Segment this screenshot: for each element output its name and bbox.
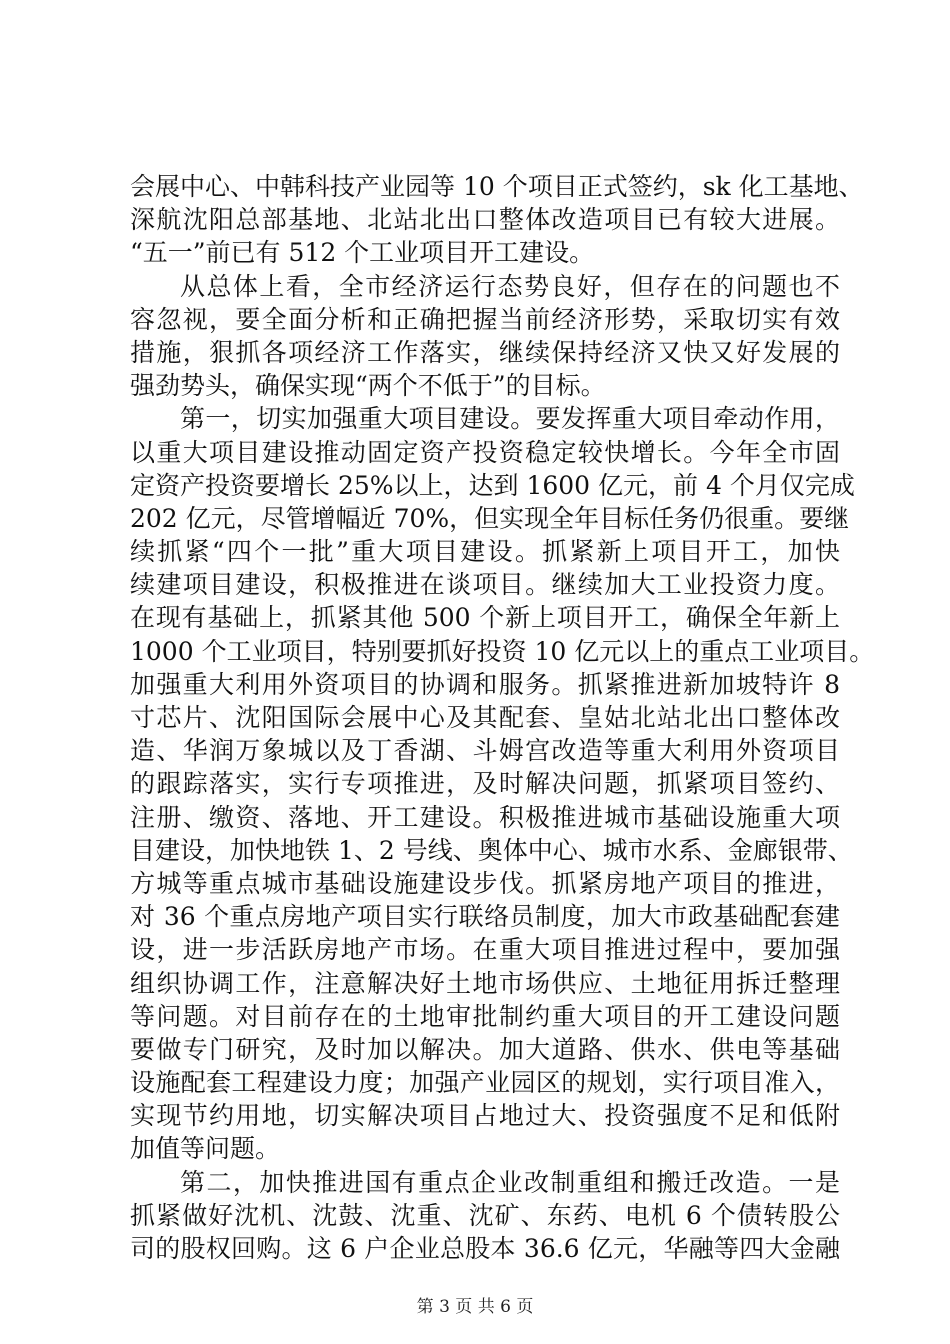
- text-line: 设，进一步活跃房地产市场。在重大项目推进过程中，要加强: [130, 935, 840, 965]
- text-line: 要做专门研究，及时加以解决。加大道路、供水、供电等基础: [130, 1034, 840, 1064]
- text-line: 措施，狠抓各项经济工作落实，继续保持经济又快又好发展的: [130, 337, 840, 367]
- text-line: 以重大项目建设推动固定资产投资稳定较快增长。今年全市固: [130, 437, 840, 467]
- text-line: 续建项目建设，积极推进在谈项目。继续加大工业投资力度。: [130, 570, 840, 600]
- text-line: 抓紧做好沈机、沈鼓、沈重、沈矿、东药、电机 6 个债转股公: [130, 1200, 840, 1230]
- text-line: 司的股权回购。这 6 户企业总股本 36.6 亿元，华融等四大金融: [130, 1234, 840, 1263]
- text-line: 深航沈阳总部基地、北站北出口整体改造项目已有较大进展。: [130, 205, 840, 235]
- text-line: 方城等重点城市基础设施建设步伐。抓紧房地产项目的推进，: [130, 868, 840, 898]
- text-line: 1000 个工业项目，特别要抓好投资 10 亿元以上的重点工业项目。: [130, 636, 875, 666]
- document-body: [130, 170, 875, 1265]
- text-line: 会展中心、中韩科技产业园等 10 个项目正式签约，sk 化工基地、: [130, 172, 864, 201]
- text-line: 从总体上看，全市经济运行态势良好，但存在的问题也不: [180, 271, 840, 301]
- paragraph: [130, 402, 875, 1165]
- paragraph: [130, 270, 840, 403]
- text-line: 组织协调工作，注意解决好土地市场供应、土地征用拆迁整理: [130, 968, 840, 998]
- text-line: 定资产投资要增长 25%以上，达到 1600 亿元，前 4 个月仅完成: [130, 470, 855, 500]
- text-line: 加值等问题。: [130, 1134, 281, 1164]
- text-line: 等问题。对目前存在的土地审批制约重大项目的开工建设问题: [130, 1001, 840, 1031]
- page-footer: 第 3 页 共 6 页: [416, 1297, 534, 1317]
- text-line: 第一，切实加强重大项目建设。要发挥重大项目牵动作用，: [180, 404, 840, 434]
- text-line: 造、华润万象城以及丁香湖、斗姆宫改造等重大利用外资项目: [130, 736, 840, 766]
- paragraph: [130, 170, 864, 270]
- text-line: 在现有基础上，抓紧其他 500 个新上项目开工，确保全年新上: [130, 603, 840, 633]
- text-line: 容忽视，要全面分析和正确把握当前经济形势，采取切实有效: [130, 304, 840, 334]
- text-line: 目建设，加快地铁 1、2 号线、奥体中心、城市水系、金廊银带、: [130, 835, 853, 865]
- text-line: 寸芯片、沈阳国际会展中心及其配套、皇姑北站北出口整体改: [130, 703, 840, 732]
- text-line: “五一”前已有 512 个工业项目开工建设。: [130, 238, 595, 268]
- text-line: 强劲势头，确保实现“两个不低于”的目标。: [130, 371, 606, 401]
- text-line: 加强重大利用外资项目的协调和服务。抓紧推进新加坡特许 8: [130, 669, 840, 699]
- text-line: 设施配套工程建设力度；加强产业园区的规划，实行项目准入，: [130, 1068, 840, 1098]
- text-line: 202 亿元，尽管增幅近 70%，但实现全年目标任务仍很重。要继: [130, 503, 850, 533]
- text-line: 实现节约用地，切实解决项目占地过大、投资强度不足和低附: [130, 1101, 840, 1131]
- paragraph: [130, 1166, 840, 1266]
- text-line: 续抓紧“四个一批”重大项目建设。抓紧新上项目开工，加快: [130, 537, 840, 567]
- text-line: 注册、缴资、落地、开工建设。积极推进城市基础设施重大项: [130, 802, 840, 832]
- text-line: 第二，加快推进国有重点企业改制重组和搬迁改造。一是: [180, 1167, 840, 1197]
- text-line: 的跟踪落实，实行专项推进，及时解决问题，抓紧项目签约、: [130, 769, 840, 799]
- text-line: 对 36 个重点房地产项目实行联络员制度，加大市政基础配套建: [130, 902, 840, 932]
